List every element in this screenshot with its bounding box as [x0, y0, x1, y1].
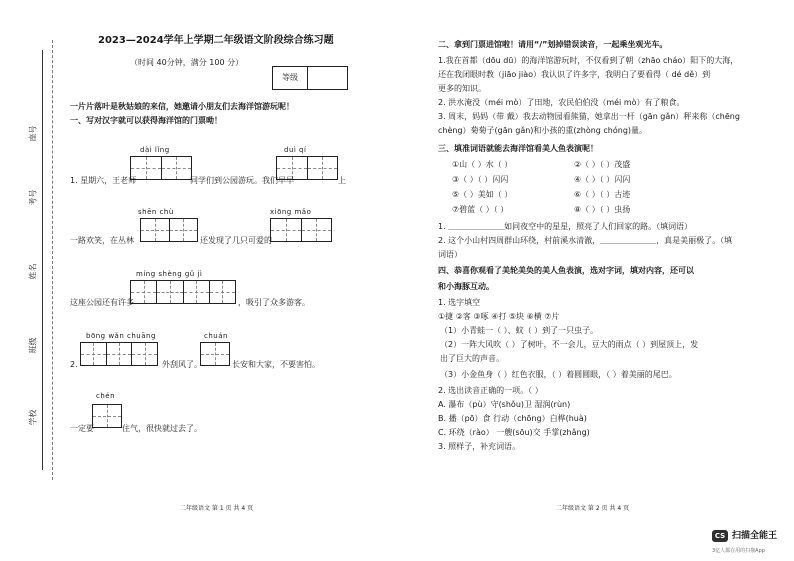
q3-fill-2b: 词语）	[438, 250, 462, 259]
q4-sentence-3: （3）小金鱼身（ ）红色衣服，（ ）着圆圆眼，（ ）着美丽的尾巴。	[440, 370, 677, 379]
tianzi-box-3[interactable]	[140, 218, 198, 242]
pinyin-6: bōng wǎn chuāng	[86, 332, 156, 340]
q3-row3-right: ⑥（ ）（ ）古迹	[574, 190, 631, 199]
seat-label: 座号	[28, 125, 38, 142]
q4-option-c: C. 环绕（rào） 一艘(sōu)交 手掌(zhǎng)	[438, 428, 590, 437]
tianzi-box-5[interactable]	[130, 280, 236, 304]
pinyin-3: shēn chù	[138, 208, 174, 216]
exam-number-label: 考号	[28, 189, 38, 206]
q2-item-2: 还在我闭眼时教（jiāo jiào）我认识了许多字，我明白了要看得（ dé dě）到	[438, 70, 711, 79]
camscanner-logo-icon: CS	[712, 530, 728, 542]
q2-item-6: chèng）菊菊子(gān gǎn)和小孩的重(zhòng chóng)量。	[438, 126, 648, 135]
q3-row3-left: ⑤（ ）美如（ ）	[452, 190, 513, 199]
pinyin-1: dài lǐng	[140, 146, 170, 154]
pinyin-2: duì qí	[284, 146, 307, 154]
tianzi-box-6[interactable]	[80, 342, 158, 366]
q2-item-3: 更多的知识。	[438, 84, 486, 93]
q4-sentence-2b: 出了巨大的声音。	[440, 354, 504, 363]
q4-sub-2: 2. 选出读音正确的一项。（ ）	[438, 386, 543, 395]
q1-line4-b: 外刮风了。	[162, 360, 202, 369]
tianzi-box-7[interactable]	[200, 342, 230, 366]
binding-line	[42, 50, 43, 470]
q4-heading-2: 和小海豚互动。	[438, 282, 494, 291]
grade-label: 等级	[273, 67, 308, 89]
q1-line5-b: 住气，很快就过去了。	[122, 424, 202, 433]
watermark-name: 扫描全能王	[732, 531, 778, 541]
grade-cell[interactable]	[308, 67, 347, 89]
q3-fill-1: 1. ＿＿＿＿＿＿＿如同夜空中的星星，照亮了人们回家的路。（填词语）	[438, 222, 693, 231]
q3-row4-left: ⑦碧蓝（ ）（ ）	[452, 205, 509, 214]
q1-line3-b: ，吸引了众多游客。	[238, 298, 310, 307]
q4-option-a: A. 瀑布（pù）守(shǒu)卫 湿润(rùn)	[438, 400, 571, 409]
watermark-tagline: 3亿人都在用的扫描App	[712, 548, 765, 554]
tianzi-box-1[interactable]	[130, 156, 192, 180]
pinyin-4: xiōng mǎo	[270, 208, 312, 216]
q1-line1-c: 上	[338, 176, 346, 185]
time-score: （时间 40分钟，满分 100 分）	[130, 58, 244, 67]
q1-line2-b: 还发现了几只可爱的	[200, 236, 272, 245]
grade-box	[272, 66, 348, 90]
q3-row4-right: ⑧（ ）（ ）虫扬	[574, 205, 631, 214]
q2-heading: 二、拿到门票进馆啦！请用“/”划掉错误读音，一起乘坐观光车。	[438, 40, 668, 49]
q4-choices: ①捷 ②客 ③啄 ④打 ⑤块 ⑥横 ⑦片	[438, 312, 560, 321]
q1-line4-c: 长安和大家，不要害怕。	[232, 360, 320, 369]
class-label: 班级	[28, 337, 38, 354]
q1-line5-a: 一定要	[70, 424, 94, 433]
q1-line3-a: 这座公园还有许多	[70, 298, 134, 307]
school-label: 学校	[28, 409, 38, 426]
q1-line1-a: 1. 星期六，王老师	[70, 176, 137, 185]
q1-line1-b: 同学们到公园游玩。我们早早	[190, 176, 294, 185]
q4-sub-1: 1. 选字填空	[438, 298, 481, 307]
pinyin-5: míng shèng gǔ jì	[136, 270, 203, 278]
q2-item-1: 1.我在首都（dōu dū）的海洋馆游玩时，不仅看到了朝（zhāo cháo）阳下的大海，	[438, 56, 739, 65]
q3-heading: 三、填准词语就能去海洋馆看美人鱼表演呢！	[438, 144, 598, 153]
q4-heading-1: 四、恭喜你观看了美轮美奂的美人鱼表演，选对字词，填对内容，还可以	[438, 266, 694, 275]
q2-item-5: 3. 周末，妈妈（带 戴）我去动物园看熊猫，她拿出一杆（gān gǎn）秤来称（chēng	[438, 112, 740, 121]
q1-heading: 一、写对汉字就可以获得海洋馆的门票呦！	[70, 116, 222, 125]
q3-fill-2: 2. 这个小山村四周群山环绕，村前溪水清澈，＿＿＿＿＿＿＿，真是美丽极了。（填	[438, 236, 733, 245]
q4-option-b: B. 播（pō）食 行动（chōng）白桦(huà)	[438, 414, 587, 423]
cut-line	[52, 40, 53, 480]
q4-sentence-1: （1）小青蛙一（ ）、蚊（ ）到了一只虫子。	[440, 326, 599, 335]
q1-line2-a: 一路欢笑，在丛林	[70, 236, 134, 245]
pinyin-8: chén	[96, 392, 116, 400]
q2-item-4: 2. 洪水淹没（méi mò）了田地，农民伯伯没（méi mò）有了粮食。	[438, 98, 685, 107]
q3-row1-right: ②（ ）（ ）茂盛	[574, 160, 631, 169]
footer-right: 二年级语文 第 2 页 共 4 页	[556, 505, 630, 512]
name-label: 姓名	[28, 263, 38, 280]
pinyin-7: chuán	[204, 332, 228, 340]
q4-sub-3: 3. 照样子，补充词语。	[438, 442, 521, 451]
q3-row2-right: ④（ ）（ ）闪闪	[574, 175, 631, 184]
q3-row2-left: ③（ ）（ ）闪闪	[452, 175, 509, 184]
footer-left: 二年级语文 第 1 页 共 4 页	[180, 505, 254, 512]
tianzi-box-8[interactable]	[92, 404, 122, 428]
q3-row1-left: ①山（ ）水（ ）	[452, 160, 513, 169]
exam-title: 2023—2024学年上学期二年级语文阶段综合练习题	[98, 35, 334, 46]
q1-line4-a: 2.	[70, 360, 78, 369]
q4-sentence-2: （2）一阵大风吹（ ）了树叶，不一会儿，豆大的雨点（ ）到屋顶上，发	[440, 340, 699, 349]
tianzi-box-4[interactable]	[270, 218, 332, 242]
intro-line: 一片片落叶是秋姑娘的来信，她邀请小朋友们去海洋馆游玩呢！	[70, 102, 294, 111]
